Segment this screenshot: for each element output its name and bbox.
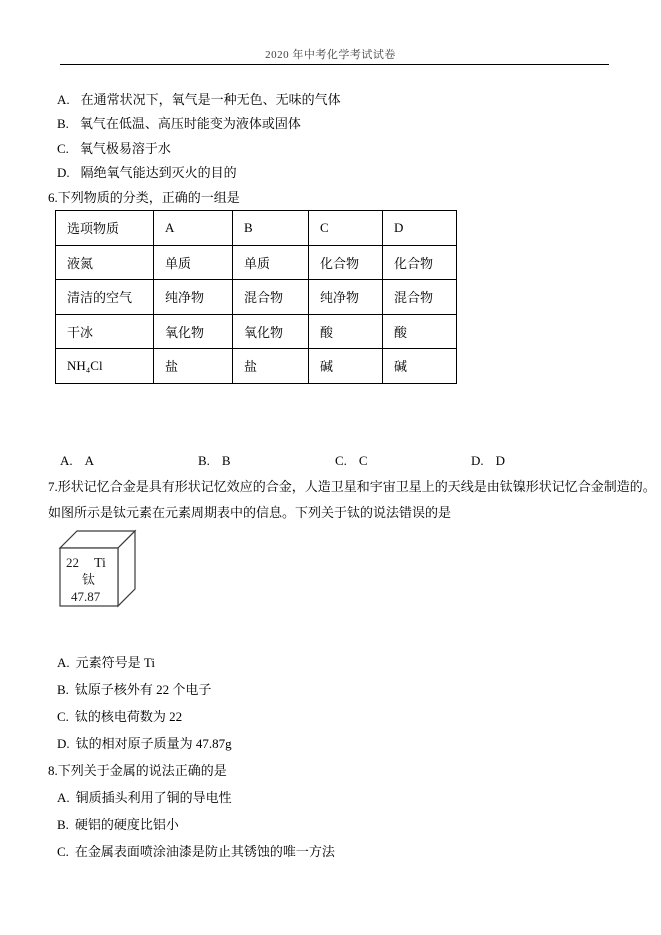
table-cell: 氧化物 [233,314,309,349]
table-header-cell: D [383,211,457,246]
table-header-cell: 选项物质 [56,211,154,246]
option-label: B. [57,682,69,697]
table-cell: 化合物 [383,245,457,280]
answer-text: C [358,453,368,468]
table-cell: 盐 [233,349,309,384]
table-cell: 液氮 [56,245,154,280]
option-text: 在金属表面喷涂油漆是防止其锈蚀的唯一方法 [74,844,335,859]
table-cell: 盐 [154,349,233,384]
q6-classification-table [55,210,457,384]
q7-option-a [57,652,155,671]
table-cell: 化合物 [309,245,383,280]
table-header-row [56,211,457,246]
option-text: 在通常状况下，氧气是一种无色、无味的气体 [80,92,341,107]
table-cell: 酸 [309,314,383,349]
answer-label: A. [60,453,73,468]
option-label: C. [57,709,69,724]
q7-option-b [57,679,211,698]
table-cell: 碱 [383,349,457,384]
header-divider [60,64,609,65]
option-text: 钛原子核外有 22 个电子 [74,682,212,697]
option-label: C. [57,141,69,156]
option-text: 硬铝的硬度比铝小 [74,817,179,832]
q6-answer-a [60,453,94,469]
table-header-cell: B [233,211,309,246]
q5-option-a [57,89,341,108]
table-cell: 纯净物 [154,280,233,315]
q7-option-c [57,706,182,725]
q7-option-d [57,733,232,752]
option-text: 隔绝氧气能达到灭火的目的 [80,165,237,180]
table-row [56,314,457,349]
option-text: 氧气极易溶于水 [79,141,171,156]
answer-label: C. [335,453,347,468]
q8-option-c [57,841,335,860]
q6-answer-c [335,453,368,469]
element-atomic-number: 22 [66,555,79,570]
q6-answer-b [198,453,231,469]
table-row [56,349,457,384]
element-atomic-mass: 47.87 [71,589,101,604]
answer-label: B. [198,453,210,468]
table-cell: 氧化物 [154,314,233,349]
titanium-element-cube [56,524,144,615]
table-row [56,245,457,280]
option-label: D. [57,165,70,180]
option-text: 元素符号是 Ti [75,655,155,670]
element-cube-drawing [56,524,144,610]
table-cell: 酸 [383,314,457,349]
q6-stem: 6.下列物质的分类，正确的一组是 [48,190,240,205]
option-label: A. [57,92,70,107]
option-label: B. [57,116,69,131]
option-text: 氧气在低温、高压时能变为液体或固体 [79,116,301,131]
option-text: 铜质插头利用了铜的导电性 [75,790,232,805]
table-cell: 单质 [154,245,233,280]
table-cell: 混合物 [383,280,457,315]
answer-text: B [221,453,231,468]
table-cell: 混合物 [233,280,309,315]
q7-stem-line2: 如图所示是钛元素在元素周期表中的信息。下列关于钛的说法错误的是 [48,505,452,520]
q5-option-d [57,162,237,181]
table-header-cell: C [309,211,383,246]
table-header-cell: A [154,211,233,246]
option-label: A. [57,655,70,670]
q5-option-b [57,113,301,132]
q5-option-c [57,138,171,157]
option-label: A. [57,790,70,805]
page-header-title: 2020 年中考化学考试试卷 [265,49,396,61]
answer-text: D [495,453,506,468]
option-text: 钛的核电荷数为 22 [74,709,183,724]
table-cell: 清洁的空气 [56,280,154,315]
answer-label: D. [471,453,484,468]
table-cell: 单质 [233,245,309,280]
option-label: C. [57,844,69,859]
table-row [56,280,457,315]
table-cell: 碱 [309,349,383,384]
option-label: B. [57,817,69,832]
q8-stem: 8.下列关于金属的说法正确的是 [48,763,227,778]
option-text: 钛的相对原子质量为 47.87g [75,736,232,751]
q8-option-a [57,787,232,806]
element-name: 钛 [82,572,96,587]
q8-option-b [57,814,179,833]
q7-stem-line1: 7.形状记忆合金是具有形状记忆效应的合金，人造卫星和宇宙卫星上的天线是由钛镍形状记忆合金制造的。 [48,479,656,494]
answer-text: A [84,453,95,468]
option-label: D. [57,736,70,751]
q6-answer-d [471,453,505,469]
table-cell: 干冰 [56,314,154,349]
element-symbol: Ti [94,556,106,571]
table-cell: NH₄Cl [56,349,154,384]
table-cell: 纯净物 [309,280,383,315]
